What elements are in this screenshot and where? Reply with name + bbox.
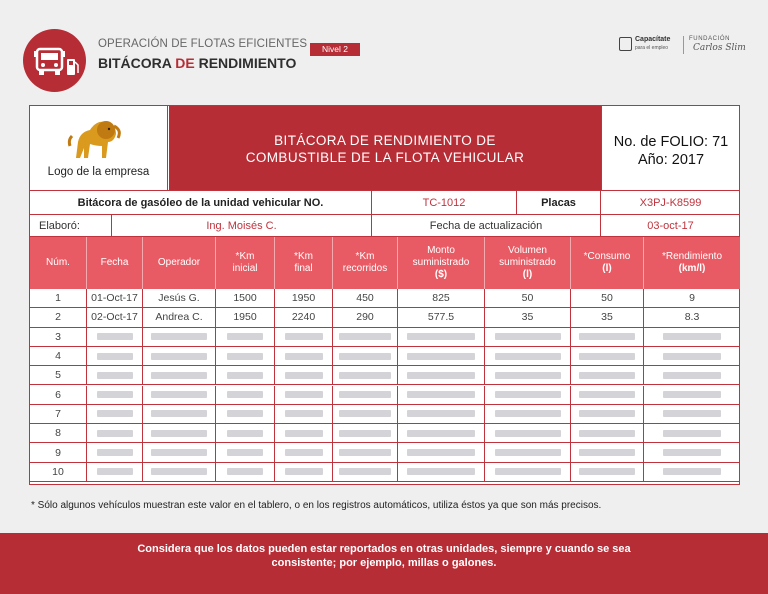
table-cell[interactable] — [398, 463, 485, 481]
empty-cell-placeholder — [339, 468, 391, 475]
table-cell[interactable] — [275, 424, 333, 442]
empty-cell-placeholder — [97, 430, 133, 437]
table-cell[interactable] — [275, 443, 333, 461]
empty-cell-placeholder — [151, 353, 207, 360]
table-cell[interactable] — [571, 328, 644, 346]
column-header-line: Núm. — [46, 257, 70, 268]
table-cell[interactable]: 8.3 — [684, 311, 700, 324]
empty-cell-placeholder — [579, 468, 635, 475]
table-cell: 6 — [30, 386, 87, 404]
column-header-line: ($) — [434, 269, 448, 280]
table-cell[interactable] — [398, 328, 485, 346]
empty-cell-placeholder — [407, 449, 475, 456]
column-header — [398, 237, 485, 289]
sponsor-line-1: Capacítate — [635, 36, 671, 43]
empty-cell-placeholder — [227, 430, 263, 437]
empty-cell-placeholder — [285, 410, 323, 417]
empty-cell-placeholder — [663, 372, 721, 379]
column-header — [143, 237, 216, 289]
title-part-1: BITÁCORA — [98, 55, 172, 71]
empty-cell-placeholder — [227, 449, 263, 456]
unit-value[interactable]: TC-1012 — [371, 191, 516, 214]
table-cell[interactable]: 9 — [689, 292, 695, 305]
empty-cell-placeholder — [663, 333, 721, 340]
table-cell[interactable]: 450 — [333, 289, 398, 307]
table-cell[interactable] — [333, 424, 398, 442]
table-cell[interactable]: 2240 — [275, 308, 333, 326]
empty-cell-placeholder — [495, 333, 561, 340]
empty-cell-placeholder — [339, 391, 391, 398]
empty-cell-placeholder — [663, 449, 721, 456]
table-cell: 3 — [30, 328, 87, 346]
empty-cell-placeholder — [663, 410, 721, 417]
column-header-line: suministrado — [412, 257, 470, 268]
table-cell[interactable] — [87, 443, 143, 461]
empty-cell-placeholder — [97, 391, 133, 398]
empty-cell-placeholder — [579, 372, 635, 379]
program-subtitle: OPERACIÓN DE FLOTAS EFICIENTES — [98, 38, 308, 50]
empty-cell-placeholder — [339, 430, 391, 437]
table-cell[interactable]: 35 — [571, 308, 644, 326]
table-row — [30, 443, 740, 462]
column-header-line: (km/l) — [678, 263, 706, 274]
plates-label: Placas — [516, 191, 600, 214]
card-title — [169, 106, 601, 190]
column-header-line: *Km — [294, 251, 313, 262]
empty-cell-placeholder — [97, 410, 133, 417]
table-cell[interactable] — [485, 386, 571, 404]
table-cell[interactable] — [87, 424, 143, 442]
empty-cell-placeholder — [97, 372, 133, 379]
empty-cell-placeholder — [579, 430, 635, 437]
empty-cell-placeholder — [227, 372, 263, 379]
table-cell[interactable] — [275, 347, 333, 365]
company-logo-box — [30, 106, 168, 190]
table-cell[interactable] — [644, 366, 740, 384]
empty-cell-placeholder — [339, 449, 391, 456]
empty-cell-placeholder — [151, 410, 207, 417]
table-cell[interactable] — [571, 463, 644, 481]
table-cell[interactable]: Andrea C. — [143, 308, 216, 326]
table-cell[interactable] — [644, 386, 740, 404]
table-cell: 5 — [30, 366, 87, 384]
table-cell[interactable] — [333, 347, 398, 365]
table-cell[interactable]: 1950 — [275, 289, 333, 307]
column-header-line: suministrado — [499, 257, 556, 268]
empty-cell-placeholder — [495, 449, 561, 456]
table-cell: 10 — [30, 463, 87, 481]
table-cell[interactable] — [485, 424, 571, 442]
table-cell[interactable]: 825 — [398, 289, 485, 307]
folio-year: Año: 2017 — [637, 152, 705, 168]
sponsor-name: Carlos Slim — [693, 43, 746, 53]
table-cell[interactable] — [333, 443, 398, 461]
plates-value[interactable]: X3PJ-K8599 — [600, 191, 740, 214]
empty-cell-placeholder — [227, 468, 263, 475]
column-header-line: *Km — [235, 251, 255, 262]
column-header-line: Volumen — [508, 245, 547, 256]
update-label: Fecha de actualización — [371, 215, 600, 236]
column-header — [216, 237, 275, 289]
empty-cell-placeholder — [285, 353, 323, 360]
table-cell[interactable] — [143, 443, 216, 461]
level-badge: Nivel 2 — [310, 43, 360, 56]
column-header-line: *Consumo — [583, 251, 631, 262]
table-row — [30, 366, 740, 385]
empty-cell-placeholder — [407, 372, 475, 379]
table-cell[interactable] — [398, 366, 485, 384]
footer-banner — [0, 533, 768, 594]
empty-cell-placeholder — [579, 449, 635, 456]
empty-cell-placeholder — [227, 410, 263, 417]
table-cell[interactable]: 02-Oct-17 — [87, 308, 143, 326]
table-cell[interactable] — [644, 463, 740, 481]
empty-cell-placeholder — [97, 449, 133, 456]
table-cell[interactable]: 290 — [333, 308, 398, 326]
sponsor-logos — [619, 36, 749, 56]
empty-cell-placeholder — [97, 353, 133, 360]
empty-cell-placeholder — [495, 468, 561, 475]
table-cell[interactable]: 50 — [485, 289, 571, 307]
table-cell[interactable]: 1500 — [216, 289, 275, 307]
empty-cell-placeholder — [495, 372, 561, 379]
table-cell[interactable] — [87, 386, 143, 404]
empty-cell-placeholder — [227, 391, 263, 398]
empty-cell-placeholder — [579, 410, 635, 417]
table-cell[interactable] — [143, 347, 216, 365]
table-cell[interactable] — [87, 328, 143, 346]
empty-cell-placeholder — [285, 372, 323, 379]
table-cell: 7 — [30, 405, 87, 423]
column-header — [333, 237, 398, 289]
table-cell[interactable] — [485, 405, 571, 423]
title-part-3: RENDIMIENTO — [198, 55, 297, 71]
table-cell[interactable] — [333, 405, 398, 423]
sponsor-line-2: para el empleo — [635, 45, 669, 51]
column-header-line: inicial — [232, 263, 258, 274]
empty-cell-placeholder — [285, 430, 323, 437]
empty-cell-placeholder — [285, 449, 323, 456]
table-row — [30, 328, 740, 347]
table-cell[interactable] — [216, 424, 275, 442]
column-header-line: (l) — [602, 263, 612, 274]
empty-cell-placeholder — [495, 391, 561, 398]
unit-row — [30, 190, 740, 215]
column-header — [30, 237, 87, 289]
table-cell[interactable] — [644, 424, 740, 442]
column-header-line: Operador — [157, 257, 201, 268]
table-cell[interactable] — [143, 328, 216, 346]
empty-cell-placeholder — [339, 410, 391, 417]
empty-cell-placeholder — [339, 353, 391, 360]
table-cell[interactable] — [216, 443, 275, 461]
card-title-line-2: COMBUSTIBLE DE LA FLOTA VEHICULAR — [245, 150, 525, 165]
column-header-line: recorridos — [342, 263, 388, 274]
log-card — [29, 105, 740, 485]
table-cell[interactable]: 577.5 — [398, 308, 485, 326]
elaboro-value[interactable]: Ing. Moisés C. — [111, 215, 371, 236]
sponsor-foundation: FUNDACIÓN — [689, 36, 731, 42]
table-header — [30, 237, 740, 289]
table-cell[interactable] — [87, 366, 143, 384]
table-cell[interactable]: 01-Oct-17 — [87, 289, 143, 307]
table-cell[interactable] — [644, 347, 740, 365]
table-cell[interactable] — [143, 405, 216, 423]
empty-cell-placeholder — [339, 333, 391, 340]
empty-cell-placeholder — [285, 391, 323, 398]
table-cell[interactable] — [644, 328, 740, 346]
empty-cell-placeholder — [579, 333, 635, 340]
table-cell[interactable] — [216, 463, 275, 481]
column-header-line: Monto — [427, 245, 455, 256]
table-cell[interactable]: 1950 — [216, 308, 275, 326]
table-cell[interactable] — [333, 328, 398, 346]
empty-cell-placeholder — [151, 391, 207, 398]
empty-cell-placeholder — [407, 333, 475, 340]
empty-cell-placeholder — [495, 410, 561, 417]
table-cell[interactable] — [485, 347, 571, 365]
table-cell[interactable] — [275, 386, 333, 404]
table-cell[interactable]: 35 — [485, 308, 571, 326]
unit-label: Bitácora de gasóleo de la unidad vehicular NO. — [77, 196, 324, 209]
table-cell[interactable] — [398, 443, 485, 461]
table-cell[interactable] — [275, 328, 333, 346]
empty-cell-placeholder — [97, 468, 133, 475]
table-cell[interactable] — [333, 386, 398, 404]
table-row — [30, 386, 740, 405]
empty-cell-placeholder — [151, 333, 207, 340]
table-cell[interactable] — [87, 347, 143, 365]
column-header — [644, 237, 740, 289]
table-cell[interactable] — [143, 366, 216, 384]
capacitate-icon — [619, 37, 632, 51]
empty-cell-placeholder — [663, 353, 721, 360]
table-cell[interactable] — [216, 347, 275, 365]
empty-cell-placeholder — [407, 468, 475, 475]
empty-cell-placeholder — [407, 353, 475, 360]
table-row — [30, 424, 740, 443]
table-cell: 2 — [30, 308, 87, 326]
footnote: * Sólo algunos vehículos muestran este valor en el tablero, o en los registros automáticos, utiliza éstos ya que son más precisos. — [31, 500, 602, 511]
table-row — [30, 289, 740, 308]
table-cell[interactable]: 50 — [571, 289, 644, 307]
empty-cell-placeholder — [97, 333, 133, 340]
title-part-2: DE — [175, 55, 195, 71]
footer-line-2: consistente; por ejemplo, millas o galones. — [271, 557, 497, 569]
truck-fuel-icon — [23, 29, 86, 92]
empty-cell-placeholder — [663, 430, 721, 437]
table-cell[interactable] — [87, 405, 143, 423]
table-cell: 1 — [30, 289, 87, 307]
empty-cell-placeholder — [579, 353, 635, 360]
table-cell[interactable] — [143, 424, 216, 442]
empty-cell-placeholder — [407, 391, 475, 398]
lion-logo-icon — [66, 112, 130, 164]
column-header — [571, 237, 644, 289]
author-row — [30, 215, 740, 237]
table-cell: 8 — [30, 424, 87, 442]
empty-cell-placeholder — [407, 430, 475, 437]
table-cell[interactable]: Jesús G. — [143, 289, 216, 307]
empty-cell-placeholder — [151, 449, 207, 456]
table-cell[interactable] — [333, 366, 398, 384]
empty-cell-placeholder — [579, 391, 635, 398]
table-cell[interactable] — [485, 328, 571, 346]
update-value[interactable]: 03-oct-17 — [600, 215, 740, 236]
column-header — [87, 237, 143, 289]
table-cell[interactable] — [275, 405, 333, 423]
logo-label: Logo de la empresa — [47, 166, 150, 178]
table-cell[interactable] — [398, 386, 485, 404]
footer-line-1: Considera que los datos pueden estar reportados en otras unidades, siempre y cuando se sea — [137, 543, 631, 555]
empty-cell-placeholder — [151, 430, 207, 437]
page-header — [0, 0, 768, 92]
empty-cell-placeholder — [151, 372, 207, 379]
table-cell[interactable] — [571, 405, 644, 423]
empty-cell-placeholder — [227, 333, 263, 340]
table-cell[interactable] — [216, 366, 275, 384]
table-cell[interactable] — [571, 443, 644, 461]
table-cell[interactable] — [485, 366, 571, 384]
table-cell[interactable] — [398, 405, 485, 423]
empty-cell-placeholder — [407, 410, 475, 417]
empty-cell-placeholder — [495, 353, 561, 360]
table-cell[interactable] — [571, 386, 644, 404]
table-cell[interactable] — [644, 405, 740, 423]
table-cell[interactable] — [216, 328, 275, 346]
column-header-line: (l) — [522, 269, 533, 280]
column-header-line: final — [294, 263, 313, 274]
table-cell[interactable] — [644, 443, 740, 461]
sponsor-divider — [683, 36, 684, 54]
table-cell[interactable] — [275, 366, 333, 384]
empty-cell-placeholder — [151, 468, 207, 475]
column-header — [485, 237, 571, 289]
table-row — [30, 347, 740, 366]
page-title — [98, 55, 296, 71]
empty-cell-placeholder — [285, 333, 323, 340]
table-cell[interactable] — [143, 463, 216, 481]
column-header-line: *Km — [355, 251, 375, 262]
table-row — [30, 308, 740, 327]
table-cell[interactable] — [571, 347, 644, 365]
folio-box — [601, 106, 740, 190]
table-cell[interactable] — [571, 366, 644, 384]
table-cell[interactable] — [398, 347, 485, 365]
table-cell[interactable] — [216, 405, 275, 423]
card-title-line-1: BITÁCORA DE RENDIMIENTO DE — [274, 133, 496, 148]
table-cell: 4 — [30, 347, 87, 365]
empty-cell-placeholder — [339, 372, 391, 379]
column-header-line: *Rendimiento — [661, 251, 723, 262]
empty-cell-placeholder — [227, 353, 263, 360]
table-cell[interactable] — [87, 463, 143, 481]
column-header — [275, 237, 333, 289]
table-cell[interactable] — [216, 386, 275, 404]
empty-cell-placeholder — [663, 391, 721, 398]
table-cell[interactable] — [333, 463, 398, 481]
table-cell[interactable] — [485, 463, 571, 481]
table-cell[interactable] — [398, 424, 485, 442]
empty-cell-placeholder — [663, 468, 721, 475]
elaboro-label: Elaboró: — [39, 219, 80, 232]
table-row — [30, 405, 740, 424]
table-cell[interactable] — [485, 443, 571, 461]
table-cell[interactable] — [571, 424, 644, 442]
column-header-line: Fecha — [100, 257, 129, 268]
table-cell[interactable] — [275, 463, 333, 481]
empty-cell-placeholder — [285, 468, 323, 475]
table-cell: 9 — [30, 443, 87, 461]
folio-number: No. de FOLIO: 71 — [613, 134, 729, 150]
empty-cell-placeholder — [495, 430, 561, 437]
table-cell[interactable] — [143, 386, 216, 404]
table-row — [30, 463, 740, 482]
